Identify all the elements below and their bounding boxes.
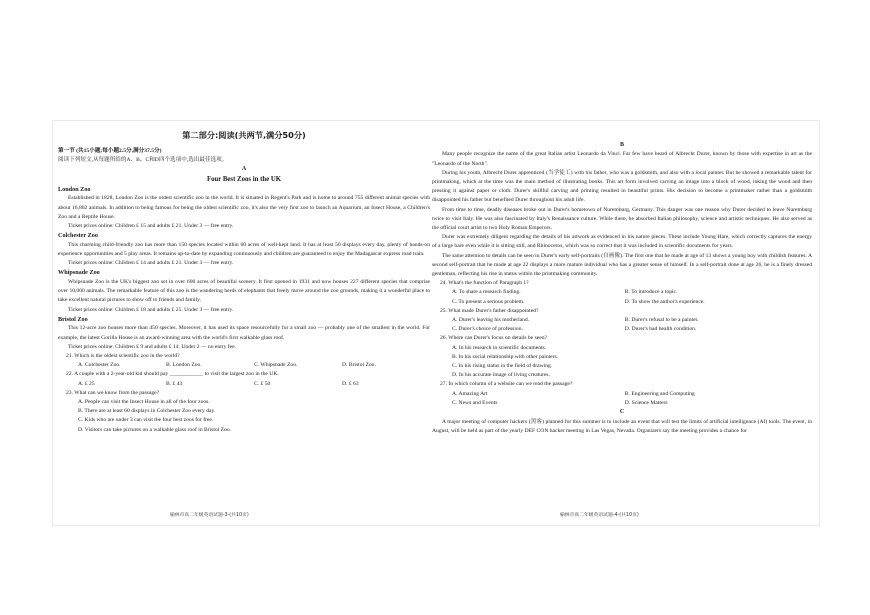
option: D. Durer's bad health condition. <box>624 326 697 333</box>
right-page <box>432 141 812 436</box>
question-21-stem: 21. Which is the oldest scientific zoo in the world? <box>66 353 180 360</box>
question-24-options-row-1 <box>432 288 812 297</box>
london-zoo-heading: London Zoo <box>58 185 91 193</box>
section-title: 第二部分:阅读(共两节,满分50分) <box>182 130 306 140</box>
passage-b-paragraph-4: Durer was extremely diligent regarding the details of his artwork as evidenced in his nature pieces. These include Young Hare, which correctly captures the energy of a large hare even while it is sitting still, and Rhinoceros, which was so correct that it was included in scientific documents for years. <box>432 234 812 250</box>
question-22-options <box>58 380 430 389</box>
option: C. £ 50 <box>254 380 271 387</box>
question-25-stem: 25. What made Durer's father disappointed? <box>440 307 539 314</box>
option: B. £ 43 <box>166 380 183 387</box>
option: D. To show the author's experience. <box>624 298 705 305</box>
question-25-options-row-2 <box>432 325 812 334</box>
whipsnade-zoo-prices: Ticket prices online: Children £ 18 and adults £ 25. Under 3 — free entry. <box>68 306 234 313</box>
passage-letter-a: A <box>241 166 247 173</box>
whipsnade-zoo-paragraph: Whipsnade Zoo is the UK's biggest zoo set in over 600 acres of beautiful scenery. It first opened in 1931 and now houses 227 different species that comprise over 10,000 animals. The remarkable feature of this zoo is the wandering herds of elephants that freely move around the zoo grounds, making it a wonderful place to take excellent natural pictures to show off to friends and family. <box>58 279 430 304</box>
left-page <box>58 128 430 435</box>
passage-b-paragraph-3: From time to time, deadly diseases broke out in Durer's hometown of Nuremburg, Germany. This danger was one reason why Durer decided to leave Nuremburg twice to visit Italy. He was also fascinated by Italy's Renaissance culture. While there, he absorbed Italian philosophy, science and artistic techniques. He also served as the official court artist to two Holy Roman Emperors. <box>432 206 812 232</box>
instruction-line-2: 阅读下列短文,从每题所给的A、B、C和D四个选项中,选出最佳选项。 <box>58 157 228 164</box>
passage-b-paragraph-1: Many people recognize the name of the great Italian artist Leonardo da Vinci. Far few have heard of Albrecht Durer, known by those with expertise in art as the "Leonardo of the North". <box>432 151 812 167</box>
question-24-stem: 24. What's the function of Paragraph 1? <box>440 280 529 287</box>
question-27-options-row-2 <box>432 399 812 408</box>
colchester-zoo-paragraph: This charming child-friendly zoo has more than 150 species located within 60 acres of well-kept land. It has at least 50 displays every day, plenty of hands-on experience opportunities and 5 play areas. It remains up-to-date by expanding continuously and children are guaranteed to enjoy the Madagascar express road train. <box>58 241 430 258</box>
option: A. People can visit the Insect House in all of the four zoos. <box>78 399 210 406</box>
option: D. Science Matters <box>624 399 668 406</box>
passage-b-paragraph-2: During his youth, Albrecht Durer apprenticed (当学徒工) with his father, who was a goldsmith, and also with a local painter. But he showed a remarkable talent for printmaking, which at the time was the main method of illustrating books. This art form involved carving an image into a block of wood, inking the wood and then pressing it against paper or cloth. Durer's skillful carving and printing resulted in beautiful prints. His decision to become a printmaker rather than a goldsmith disappointed his father but benefited Durer throughout his adult life. <box>432 169 812 204</box>
option: A. Amazing Art <box>452 390 488 397</box>
option: C. To present a serious problem. <box>452 298 525 305</box>
option: A. £ 25 <box>78 380 95 387</box>
option: B. London Zoo. <box>166 362 202 369</box>
option: B. There are at least 60 displays in Colchester Zoo every day. <box>78 408 216 415</box>
colchester-zoo-heading: Colchester Zoo <box>58 232 98 240</box>
right-page-footer: 榆林市高二年级英语试题-4-(共10页) <box>560 513 639 518</box>
option: D. In his accurate image of living creatures. <box>452 372 551 379</box>
option: D. Visitors can take pictures on a walkable glass roof in Bristol Zoo. <box>78 426 232 433</box>
option: B. Durer's refusal to be a painter. <box>624 317 699 324</box>
option: C. In his rising status in the field of drawing. <box>452 363 553 370</box>
question-24-options-row-2 <box>432 298 812 307</box>
question-27-options-row-1 <box>432 390 812 399</box>
whipsnade-zoo-heading: Whipsnade Zoo <box>58 269 100 277</box>
colchester-zoo-prices: Ticket prices online: Children £ 14 and adults £ 21. Under 3 — free entry. <box>68 260 234 267</box>
bristol-zoo-prices: Ticket prices online: Children £ 9 and adults £ 14. Under 2 — no entry fee. <box>68 343 237 350</box>
bristol-zoo-paragraph: This 12-acre zoo houses more than 450 species. Moreover, it has used its space resourcefully for a small zoo — probably one of the smallest in the world. For example, the latest Gorilla House is an award-winning area with the world's first walkable glass roof. <box>58 325 430 341</box>
question-25-options-row-1 <box>432 316 812 325</box>
question-27-stem: 27. In which column of a website can we read the passage? <box>440 381 573 388</box>
left-page-footer: 榆林市高二年级英语试题-3-(共10页) <box>170 513 249 518</box>
option: B. To introduce a topic. <box>624 289 678 296</box>
option: D. Bristol Zoo. <box>342 362 376 369</box>
bristol-zoo-heading: Bristol Zoo <box>58 315 88 323</box>
option: A. In his research in scientific documents. <box>452 344 547 351</box>
option: A. Durer's leaving his motherland. <box>452 317 530 324</box>
question-22-stem: 22. A couple with a 2-year-old kid should pay ____________ to visit the largest zoo in the UK. <box>66 371 279 378</box>
article-title: Four Best Zoos in the UK <box>206 175 282 183</box>
option: A. Colchester Zoo. <box>78 362 121 369</box>
option: A. To share a research finding. <box>452 289 521 296</box>
passage-b-paragraph-5: The same attention to details can be seen in Durer's early self-portraits (自画像). The first one that he made at age of 13 shows a young boy with childish features. A second self-portrait that he made at age 22 displays a more mature individual who has a greater sense of himself. In a self-portrait done at age 26, he is a finely dressed gentleman, reflecting his rise in status within the printmaking community. <box>432 252 812 278</box>
question-26-stem: 26. Where can Durer's focus on details be seen? <box>440 335 547 342</box>
passage-letter-b: B <box>619 142 624 148</box>
option: C. Kids who are under 3 can visit the four best zoos for free. <box>78 417 214 424</box>
option: C. News and Events <box>452 399 498 406</box>
passage-c-paragraph-1: A major meeting of computer hackers (黑客) planned for this summer is to include an event that will test the limits of artificial intelligence (AI) tools. The event, in August, will be held as part of the yearly DEF CON hacker meeting in Las Vegas, Nevada. Organizers say the meeting provides a chance for <box>432 418 812 434</box>
option: B. In his social relationship with other painters. <box>452 353 559 360</box>
question-23-stem: 23. What can we know from the passage? <box>66 389 160 396</box>
instruction-line-1: 第一节 (共15小题;每小题2.5分,满分37.5分) <box>58 148 162 154</box>
passage-letter-c: C <box>619 409 625 416</box>
option: C. Whipsnade Zoo. <box>254 362 298 369</box>
london-zoo-paragraph: Established in 1828, London Zoo is the oldest scientific zoo in the world. It is situated in Regent's Park and is home to around 755 different animal species with about 16,802 animals. In addition to being famous for being the oldest scientific zoo, it's also the very first zoo to launch an Aquarium, an Insect House, a Children's Zoo and a Reptile House. <box>58 195 430 220</box>
question-21-options <box>58 361 430 370</box>
london-zoo-prices: Ticket prices online: Children £ 15 and adults £ 21. Under 3 — free entry. <box>68 223 234 230</box>
option: D. £ 63 <box>342 380 359 387</box>
option: B. Engineering and Computing <box>624 390 695 397</box>
option: C. Durer's choice of profession. <box>452 326 523 333</box>
